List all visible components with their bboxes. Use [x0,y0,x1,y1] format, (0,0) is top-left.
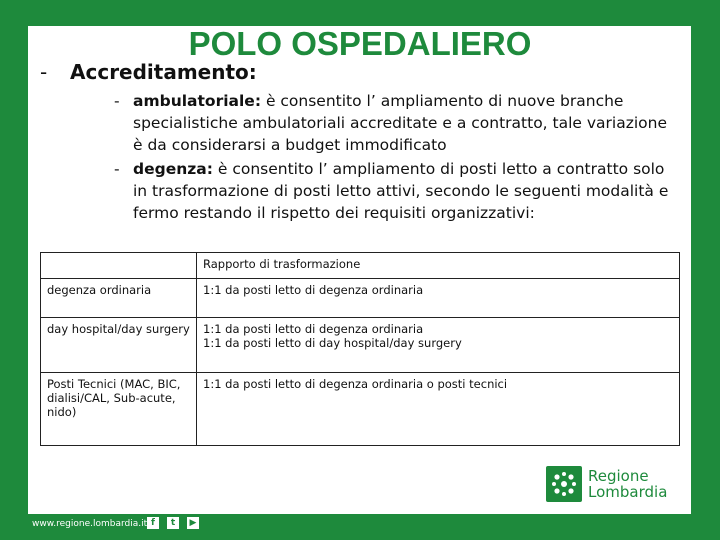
table-cell: 1:1 da posti letto di degenza ordinaria o posti tecnici [197,373,680,446]
heading-dash: - [40,60,48,84]
bullet-text: è consentito l’ ampliamento di posti letto a contratto solo in trasformazione di posti letto attivi, secondo le seguenti modalità e fermo restando il rispetto dei requisiti organizzativi: [133,160,669,222]
heading-text: Accreditamento: [70,60,257,84]
table-cell: degenza ordinaria [41,279,197,318]
facebook-icon[interactable]: f [147,517,159,529]
slide-title: POLO OSPEDALIERO [188,25,532,62]
table-cell: 1:1 da posti letto di degenza ordinaria 1:1 da posti letto di day hospital/day surgery [197,318,680,373]
logo-line1: Regione [588,467,649,485]
twitter-icon[interactable]: t [167,517,179,529]
bullet-lead: ambulatoriale: [133,92,262,110]
regione-lombardia-logo [546,466,667,502]
logo-line2: Lombardia [588,483,668,501]
bullet-dash: - [114,160,120,178]
table-header-cell: Rapporto di trasformazione [197,253,680,279]
table-row [41,318,680,373]
table-cell: 1:1 da posti letto di degenza ordinaria [197,279,680,318]
conversion-table [40,252,680,446]
footer-url-link[interactable]: www.regione.lombardia.it [32,519,148,529]
table-cell: Posti Tecnici (MAC, BIC, dialisi/CAL, Sub-acute, nido) [41,373,197,446]
bullet-lead: degenza: [133,160,213,178]
bullet-text: è consentito l’ ampliamento di nuove branche specialistiche ambulatoriali accreditate e a contratto, tale variazione è da considerarsi a budget immodificato [133,92,668,154]
bullet-degenza [114,158,678,224]
youtube-icon[interactable]: ▶ [187,517,199,529]
section-heading [40,60,257,84]
bullet-dash: - [114,92,120,110]
table-header-row [41,253,680,279]
table-header-cell [41,253,197,279]
logo-text [588,468,667,500]
bullet-ambulatoriale [114,90,678,156]
table-row [41,373,680,446]
table-row [41,279,680,318]
footer-social-icons [147,517,199,529]
table-cell: day hospital/day surgery [41,318,197,373]
rose-camuna-icon [546,466,582,502]
